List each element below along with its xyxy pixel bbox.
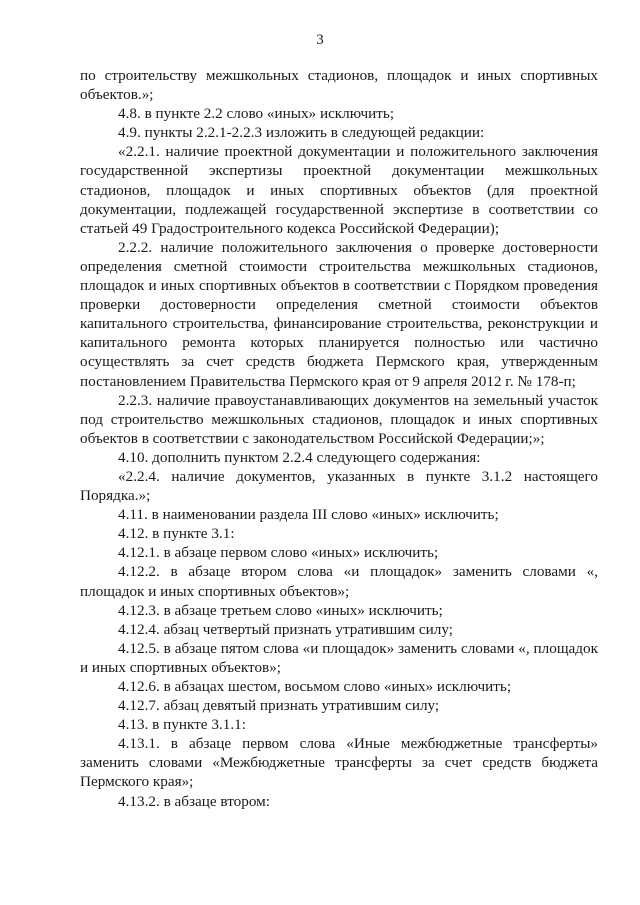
paragraph-item-4-12-2: 4.12.2. в абзаце втором слова «и площадок» заменить словами «, площадок и иных спортивных объектов»; — [80, 563, 598, 600]
paragraph-item-4-13-1: 4.13.1. в абзаце первом слова «Иные межбюджетные трансферты» заменить словами «Межбюджетные трансферты за счет средств бюджета Пермского края»; — [80, 735, 598, 791]
paragraph-item-4-13: 4.13. в пункте 3.1.1: — [118, 716, 246, 734]
paragraph-item-4-11: 4.11. в наименовании раздела III слово «иных» исключить; — [118, 506, 499, 524]
page-number: 3 — [316, 32, 324, 48]
paragraph-item-4-10: 4.10. дополнить пунктом 2.2.4 следующего содержания: — [118, 448, 481, 466]
paragraph-item-4-12: 4.12. в пункте 3.1: — [118, 525, 235, 543]
paragraph-item-2-2-3: 2.2.3. наличие правоустанавливающих документов на земельный участок под строительство межшкольных стадионов, площадок и иных спортивных объектов в соответствии с законодательством Российской Федерации;»; — [80, 391, 598, 447]
paragraph-item-4-13-2: 4.13.2. в абзаце втором: — [118, 792, 270, 810]
paragraph-item-4-12-5: 4.12.5. в абзаце пятом слова «и площадок» заменить словами «, площадок и иных спортивных объектов»; — [80, 639, 598, 676]
paragraph-item-4-12-4: 4.12.4. абзац четвертый признать утратившим силу; — [118, 620, 453, 638]
paragraph-item-2-2-2: 2.2.2. наличие положительного заключения о проверке достоверности определения сметной стоимости строительства межшкольных стадионов, площадок и иных спортивных объектов в соответствии с Порядком проведения проверки достоверности определения сметной стоимости объектов капитального строительства, финансирование строительства, реконструкции и капитального ремонта которых планируется полностью или частично осуществлять за счет средств бюджета Пермского края, утвержденным постановлением Правительства Пермского края от 9 апреля 2012 г. № 178-п; — [80, 238, 598, 390]
paragraph-item-4-8: 4.8. в пункте 2.2 слово «иных» исключить; — [118, 105, 395, 123]
paragraph-item-2-2-1: «2.2.1. наличие проектной документации и положительного заключения государственной экспертизы проектной документации межшкольных стадионов, площадок и иных спортивных объектов (для проектной документации, подлежащей государственной экспертизе в соответствии со статьей 49 Градостроительного кодекса Российской Федерации); — [80, 143, 598, 237]
paragraph-item-4-12-1: 4.12.1. в абзаце первом слово «иных» исключить; — [118, 544, 439, 562]
paragraph-item-4-12-7: 4.12.7. абзац девятый признать утратившим силу; — [118, 697, 440, 715]
paragraph-continuation: по строительству межшкольных стадионов, площадок и иных спортивных объектов.»; — [80, 67, 598, 104]
paragraph-item-2-2-4: «2.2.4. наличие документов, указанных в пункте 3.1.2 настоящего Порядка.»; — [80, 467, 598, 505]
paragraph-item-4-9: 4.9. пункты 2.2.1-2.2.3 изложить в следующей редакции: — [118, 124, 485, 142]
document-body — [80, 66, 598, 811]
paragraph-item-4-12-6: 4.12.6. в абзацах шестом, восьмом слово «иных» исключить; — [118, 678, 512, 695]
paragraph-item-4-12-3: 4.12.3. в абзаце третьем слово «иных» исключить; — [118, 601, 443, 619]
